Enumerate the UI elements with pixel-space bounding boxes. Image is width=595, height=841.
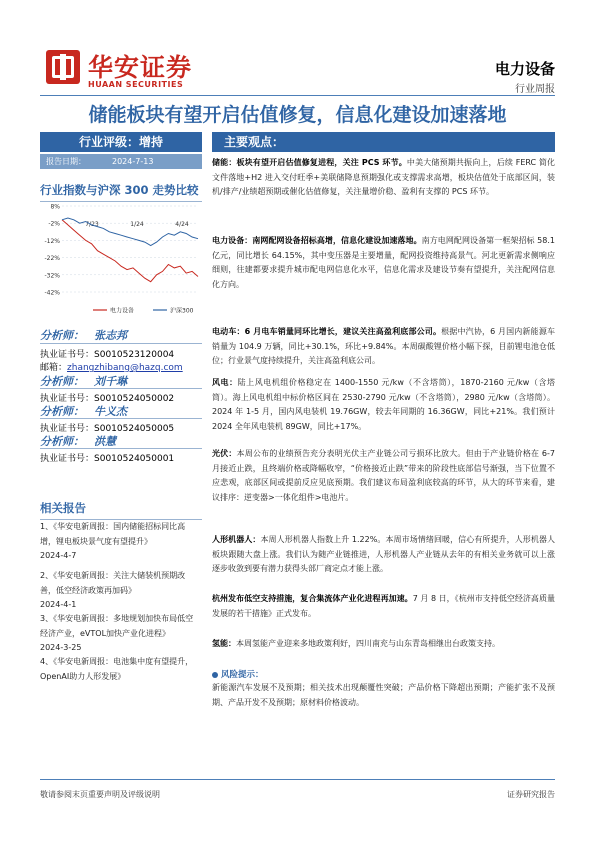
main-views-title: 主要观点： (212, 132, 555, 152)
section-head: 电力设备：南网配网设备招标高增，信息化建设加速落地。 (212, 236, 422, 245)
chart-legend-label: 沪深300 (170, 307, 194, 315)
related-report-item[interactable] (40, 520, 200, 564)
chart-y-tick-label: -32% (44, 272, 60, 280)
footer-disclaimer: 敬请参阅末页重要声明及评级说明 (40, 790, 160, 799)
related-report-text: 2、《华安电新周报：关注大储装机预期改善，低空经济政策再加码》 (40, 571, 186, 595)
section-head: 杭州发布低空支持措施，复合集流体产业化进程再加速。 (212, 594, 413, 603)
chart-x-tick-label: 1/24 (130, 221, 144, 229)
related-report-item[interactable] (40, 569, 200, 613)
company-logo (46, 50, 80, 84)
chart-y-tick-label: -22% (44, 255, 60, 263)
section-body: 中美大储预期共振向上，后续 FERC 简化文件落地+H2 进入交付旺季+美联储降息预期强化或支撑需求高增，板块估值处于底部区间，装机/排产/业绩超预期或催化估值修复，关注量增价稳、盈利有支撑的 PCS 环节。 (212, 158, 555, 196)
analyst-cert: 执业证书号：S0010524050001 (40, 454, 175, 464)
section-pv (212, 447, 555, 505)
analyst-cert: 执业证书号：S0010524050005 (40, 424, 175, 434)
report-type: 行业周报 (515, 84, 555, 95)
section-low-altitude (212, 592, 555, 621)
brand-name-cn: 华安证券 (88, 53, 193, 82)
section-power-equipment (212, 234, 555, 292)
chart-y-tick-label: 8% (50, 203, 60, 211)
section-wind (212, 376, 555, 434)
related-report-item[interactable] (40, 655, 200, 684)
risk-title (212, 668, 264, 680)
analyst-label: 分析师： (40, 375, 84, 388)
chart-y-tick-label: -2% (48, 220, 60, 228)
section-head: 电动车：6 月电车销量同环比增长，建议关注高盈利底部公司。 (212, 327, 442, 336)
analyst-2 (40, 373, 202, 389)
chart-series-line (62, 220, 198, 282)
analyst-4 (40, 433, 202, 449)
industry-label: 电力设备 (494, 60, 555, 78)
related-report-date: 2024-3-25 (40, 643, 82, 652)
analyst-divider (40, 388, 202, 389)
date-value: 2024-7-13 (112, 157, 154, 166)
section-head: 光伏： (212, 449, 237, 458)
header-divider (40, 95, 555, 96)
section-body: 本周公布的业绩预告充分表明光伏主产业链公司亏损环比放大。但由于产业链价格在 6-7 月接近止跌，且终端价格或降幅收窄，“价格接近止跌”带来的阶段性底部信号渐强，当下位置不应悲观，底部区间或提前反应见底预期。我们建议布局盈利底较高的环节，从大的环节来看，建议排序：逆变器>一体化组件>电池片。 (212, 449, 556, 502)
index-trend-chart (38, 200, 203, 320)
analyst-divider (40, 343, 202, 344)
section-body: 本周人形机器人指数上升 1.22%。本周市场情绪回暖，信心有所提升，人形机器人板块跟随大盘上涨。我们认为随产业链推进，人形机器人产业链从去年的有相关业务就可以上涨逐步收敛到要有潜力获得头部厂商定点才能上涨。 (212, 535, 555, 573)
chart-legend-label: 电力设备 (110, 307, 135, 315)
analyst-name: 牛义杰 (94, 405, 127, 418)
risk-title-text: 风险提示： (221, 670, 264, 680)
related-report-text: 3、《华安电新周报：多地规划加快布局低空经济产业，eVTOL加快产业化进程》 (40, 614, 194, 638)
section-body: 南方电网配网设备第一框架招标 58.1 亿元，同比增长 64.15%，其中变压器是主要增量，配网投资维持高景气。河北更新需求侧响应细则，往建都要求提升城市配电网信息化水平，信息化需求及建设节奏有望提升，关注配网信息化方向。 (212, 236, 555, 289)
analyst-name: 张志邦 (94, 329, 127, 342)
section-head: 储能：板块有望开启估值修复进程，关注 PCS 环节。 (212, 158, 407, 167)
section-hydrogen (212, 637, 555, 652)
chart-x-tick-label: 4/24 (175, 221, 189, 229)
related-report-item[interactable] (40, 612, 200, 656)
analyst-divider (40, 418, 202, 419)
section-ev (212, 325, 555, 369)
analyst-name: 洪慧 (94, 435, 116, 448)
report-date (40, 154, 202, 169)
date-label: 报告日期： (46, 157, 86, 166)
analyst-cert: 执业证书号：S0010524050002 (40, 394, 175, 404)
section-humanoid-robot (212, 533, 555, 577)
related-report-date: 2024-4-1 (40, 600, 77, 609)
analyst-email-link[interactable]: zhangzhibang@hazq.com (67, 363, 183, 373)
brand-name-en: HUAAN SECURITIES (88, 80, 184, 89)
related-report-text: 1、《华安电新周报：国内储能招标同比高增，锂电板块景气度有望提升》 (40, 522, 186, 546)
report-title: 储能板块有望开启估值修复，信息化建设加速落地 (88, 104, 507, 126)
analyst-email-row (40, 360, 183, 373)
related-report-date: 2024-4-7 (40, 551, 77, 560)
bullet-icon (212, 672, 218, 678)
chart-y-tick-label: -42% (44, 289, 60, 297)
analyst-label: 分析师： (40, 435, 84, 448)
footer-divider (40, 779, 555, 780)
section-head: 风电： (212, 378, 238, 387)
risk-body: 新能源汽车发展不及预期；相关技术出现颠覆性突破；产品价格下降超出预期；产能扩张不及预期、产品开发不及预期；原材料价格波动。 (212, 683, 555, 707)
analyst-label: 分析师： (40, 329, 84, 342)
analyst-cert: 执业证书号：S0010523120004 (40, 350, 175, 360)
footer-label: 证券研究报告 (507, 790, 555, 799)
related-reports-title: 相关报告 (40, 500, 202, 520)
section-body: 7 月 8 日，《杭州市支持低空经济高质量发展的若干措施》正式发布。 (212, 594, 555, 618)
analyst-3 (40, 403, 202, 419)
related-report-text: 4、《华安电新周报：电池集中度有望提升，OpenAI助力人形发展》 (40, 657, 194, 681)
section-body: 陆上风电机组价格稳定在 1400-1550 元/kw（不含塔筒），1870-2160 元/kw（含塔筒）。海上风电机组中标价格区间在 2530-2790 元/kw（不含塔筒），2980 元/kw（含塔筒）。2024 年 1-5 月，国内风电装机 19.76GW，较去年同期的 16.36GW，同比+21%。我们预计 2024 全年风电装机 89GW，同比+17%。 (212, 378, 555, 431)
analyst-label: 分析师： (40, 405, 84, 418)
chart-x-tick-label: 7/23 (85, 221, 99, 229)
email-label: 邮箱： (40, 363, 68, 373)
chart-y-tick-label: -12% (44, 237, 60, 245)
analyst-divider (40, 448, 202, 449)
section-body: 根据中汽协，6 月国内新能源车销量为 104.9 万辆，同比+30.1%，环比+9.84%。本周碳酸锂价格小幅下探，目前锂电池仓低位；行业景气度持续提升，关注高盈利底公司。 (212, 327, 555, 365)
section-storage (212, 156, 555, 200)
section-body: 本周氢能产业迎来多地政策利好，四川南充与山东青岛相继出台政策支持。 (236, 639, 500, 648)
section-head: 氢能： (212, 639, 236, 648)
industry-rating: 行业评级：增持 (40, 132, 202, 152)
chart-title: 行业指数与沪深 300 走势比较 (40, 182, 202, 202)
section-head: 人形机器人： (212, 535, 261, 544)
analyst-1 (40, 327, 202, 343)
analyst-name: 刘千琳 (94, 375, 127, 388)
